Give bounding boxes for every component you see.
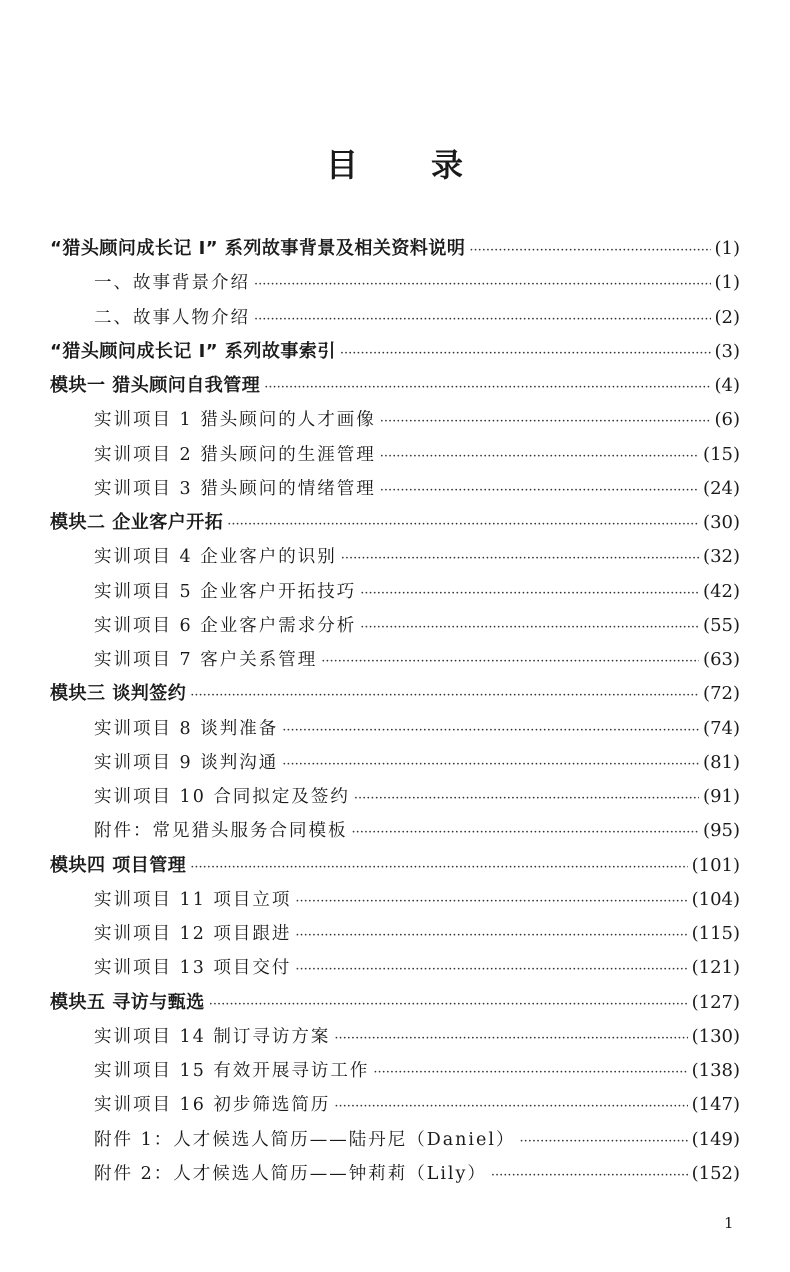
dot-leader <box>227 506 699 542</box>
toc-entry-page: (152) <box>691 1162 740 1184</box>
toc-entry-sub[interactable] <box>50 746 740 780</box>
page-title <box>0 140 790 186</box>
toc-entry-label: 实训项目 4 企业客户的识别 <box>94 547 337 568</box>
title-char-1: 目 <box>325 146 359 184</box>
toc-entry-label: 模块四 项目管理 <box>50 854 187 876</box>
toc-entry-label: 实训项目 10 合同拟定及签约 <box>94 787 350 807</box>
toc-entry-sub[interactable] <box>50 917 740 951</box>
toc-entry-label: 实训项目 14 制订寻访方案 <box>94 1026 331 1047</box>
dot-leader <box>254 301 711 337</box>
dot-leader <box>295 917 687 953</box>
toc-entry-sub[interactable] <box>50 1123 740 1157</box>
dot-leader <box>295 883 687 919</box>
toc-entry-page: (127) <box>691 991 740 1013</box>
dot-leader <box>380 472 699 508</box>
toc-entry-label: 实训项目 12 项目跟进 <box>94 924 292 944</box>
toc-entry-label: 实训项目 16 初步筛选简历 <box>94 1095 331 1116</box>
toc-entry-sub[interactable] <box>50 266 740 300</box>
dot-leader <box>519 1123 687 1159</box>
toc-entry-label: 附件 2：人才候选人简历——钟莉莉（Lily） <box>94 1163 487 1184</box>
toc-entry-label: 二、故事人物介绍 <box>94 307 250 328</box>
toc-entry-label: 模块一 猎头顾问自我管理 <box>50 375 261 396</box>
toc-entry-label: 实训项目 6 企业客户需求分析 <box>94 615 357 636</box>
toc-entry-page: (42) <box>703 580 740 602</box>
toc-entry-label: 实训项目 9 谈判沟通 <box>94 752 279 773</box>
dot-leader <box>373 1054 687 1090</box>
dot-leader <box>354 780 699 816</box>
toc-entry-page: (95) <box>703 820 740 842</box>
toc-entry-page: (15) <box>703 443 740 465</box>
toc-entry-sub[interactable] <box>50 1088 740 1122</box>
toc-entry-page: (81) <box>703 751 740 773</box>
toc-entry-page: (2) <box>714 306 740 328</box>
toc-entry-label: 实训项目 11 项目立项 <box>94 889 292 910</box>
dot-leader <box>282 746 699 782</box>
toc-entry-page: (63) <box>703 649 740 670</box>
toc-entry-label: 模块二 企业客户开拓 <box>50 512 224 533</box>
toc-entry-sub[interactable] <box>50 643 740 677</box>
dot-leader <box>360 575 699 611</box>
toc-entry-main[interactable] <box>50 849 740 883</box>
dot-leader <box>190 849 687 885</box>
toc-entry-page: (32) <box>703 546 740 568</box>
dot-leader <box>321 643 699 679</box>
toc-entry-sub[interactable] <box>50 1020 740 1054</box>
toc-entry-page: (104) <box>691 888 740 910</box>
toc-entry-label: 实训项目 1 猎头顾问的人才画像 <box>94 410 376 431</box>
toc-entry-label: 实训项目 5 企业客户开拓技巧 <box>94 581 357 602</box>
toc-entry-page: (147) <box>691 1094 740 1116</box>
toc-entry-label: 实训项目 3 猎头顾问的情绪管理 <box>94 478 376 499</box>
toc-entry-page: (91) <box>703 786 740 807</box>
dot-leader <box>190 677 699 713</box>
toc-entry-sub[interactable] <box>50 814 740 848</box>
toc-entry-page: (138) <box>691 1060 740 1081</box>
toc-entry-sub[interactable] <box>50 575 740 609</box>
toc-entry-sub[interactable] <box>50 1157 740 1191</box>
table-of-contents <box>50 232 740 1191</box>
toc-entry-page: (55) <box>703 614 740 636</box>
dot-leader <box>282 712 699 748</box>
dot-leader <box>352 814 700 850</box>
toc-entry-main[interactable] <box>50 232 740 266</box>
toc-entry-page: (72) <box>703 683 740 705</box>
dot-leader <box>380 403 711 439</box>
dot-leader <box>334 1020 687 1056</box>
toc-entry-sub[interactable] <box>50 438 740 472</box>
footer-page-number: 1 <box>724 1214 734 1232</box>
toc-entry-sub[interactable] <box>50 540 740 574</box>
dot-leader <box>254 266 711 302</box>
toc-entry-page: (24) <box>703 477 740 499</box>
dot-leader <box>295 951 687 987</box>
dot-leader <box>209 986 688 1022</box>
dot-leader <box>360 609 699 645</box>
toc-entry-page: (4) <box>714 375 740 396</box>
toc-entry-label: 实训项目 2 猎头顾问的生涯管理 <box>94 444 376 465</box>
toc-entry-page: (3) <box>714 340 740 362</box>
toc-entry-main[interactable] <box>50 986 740 1020</box>
toc-entry-label: 实训项目 7 客户关系管理 <box>94 650 318 670</box>
toc-entry-sub[interactable] <box>50 301 740 335</box>
toc-entry-page: (30) <box>703 512 740 533</box>
dot-leader <box>341 540 699 576</box>
dot-leader <box>491 1157 688 1193</box>
toc-entry-label: 附件 1：人才候选人简历——陆丹尼（Daniel） <box>94 1129 516 1150</box>
dot-leader <box>380 438 699 474</box>
toc-entry-label: 附件：常见猎头服务合同模板 <box>94 821 348 842</box>
dot-leader <box>469 232 710 268</box>
title-char-2: 录 <box>431 146 465 184</box>
toc-entry-sub[interactable] <box>50 712 740 746</box>
toc-entry-main[interactable] <box>50 677 740 711</box>
toc-entry-label: 实训项目 13 项目交付 <box>94 958 292 979</box>
dot-leader <box>334 1088 687 1124</box>
toc-entry-page: (1) <box>714 272 740 294</box>
toc-entry-label: 模块三 谈判签约 <box>50 683 187 705</box>
toc-entry-sub[interactable] <box>50 883 740 917</box>
toc-entry-label: “猎头顾问成长记 I” 系列故事索引 <box>50 340 336 362</box>
toc-entry-label: 模块五 寻访与甄选 <box>50 991 205 1013</box>
toc-entry-page: (6) <box>714 409 740 431</box>
toc-entry-main[interactable] <box>50 335 740 369</box>
toc-entry-label: 一、故事背景介绍 <box>94 273 250 294</box>
dot-leader <box>340 335 711 371</box>
toc-entry-label: 实训项目 15 有效开展寻访工作 <box>94 1061 370 1081</box>
toc-entry-label: 实训项目 8 谈判准备 <box>94 718 279 739</box>
toc-entry-sub[interactable] <box>50 951 740 985</box>
toc-entry-label: “猎头顾问成长记 I” 系列故事背景及相关资料说明 <box>50 238 466 259</box>
toc-entry-sub[interactable] <box>50 403 740 437</box>
toc-entry-sub[interactable] <box>50 609 740 643</box>
dot-leader <box>264 369 710 405</box>
toc-entry-page: (130) <box>691 1025 740 1047</box>
toc-entry-page: (1) <box>714 238 740 259</box>
toc-entry-main[interactable] <box>50 506 740 540</box>
toc-entry-main[interactable] <box>50 369 740 403</box>
toc-entry-page: (149) <box>691 1128 740 1150</box>
toc-entry-page: (101) <box>691 854 740 876</box>
toc-entry-sub[interactable] <box>50 472 740 506</box>
toc-entry-page: (121) <box>691 957 740 979</box>
toc-entry-page: (115) <box>691 923 740 944</box>
toc-entry-page: (74) <box>703 717 740 739</box>
toc-entry-sub[interactable] <box>50 780 740 814</box>
toc-entry-sub[interactable] <box>50 1054 740 1088</box>
